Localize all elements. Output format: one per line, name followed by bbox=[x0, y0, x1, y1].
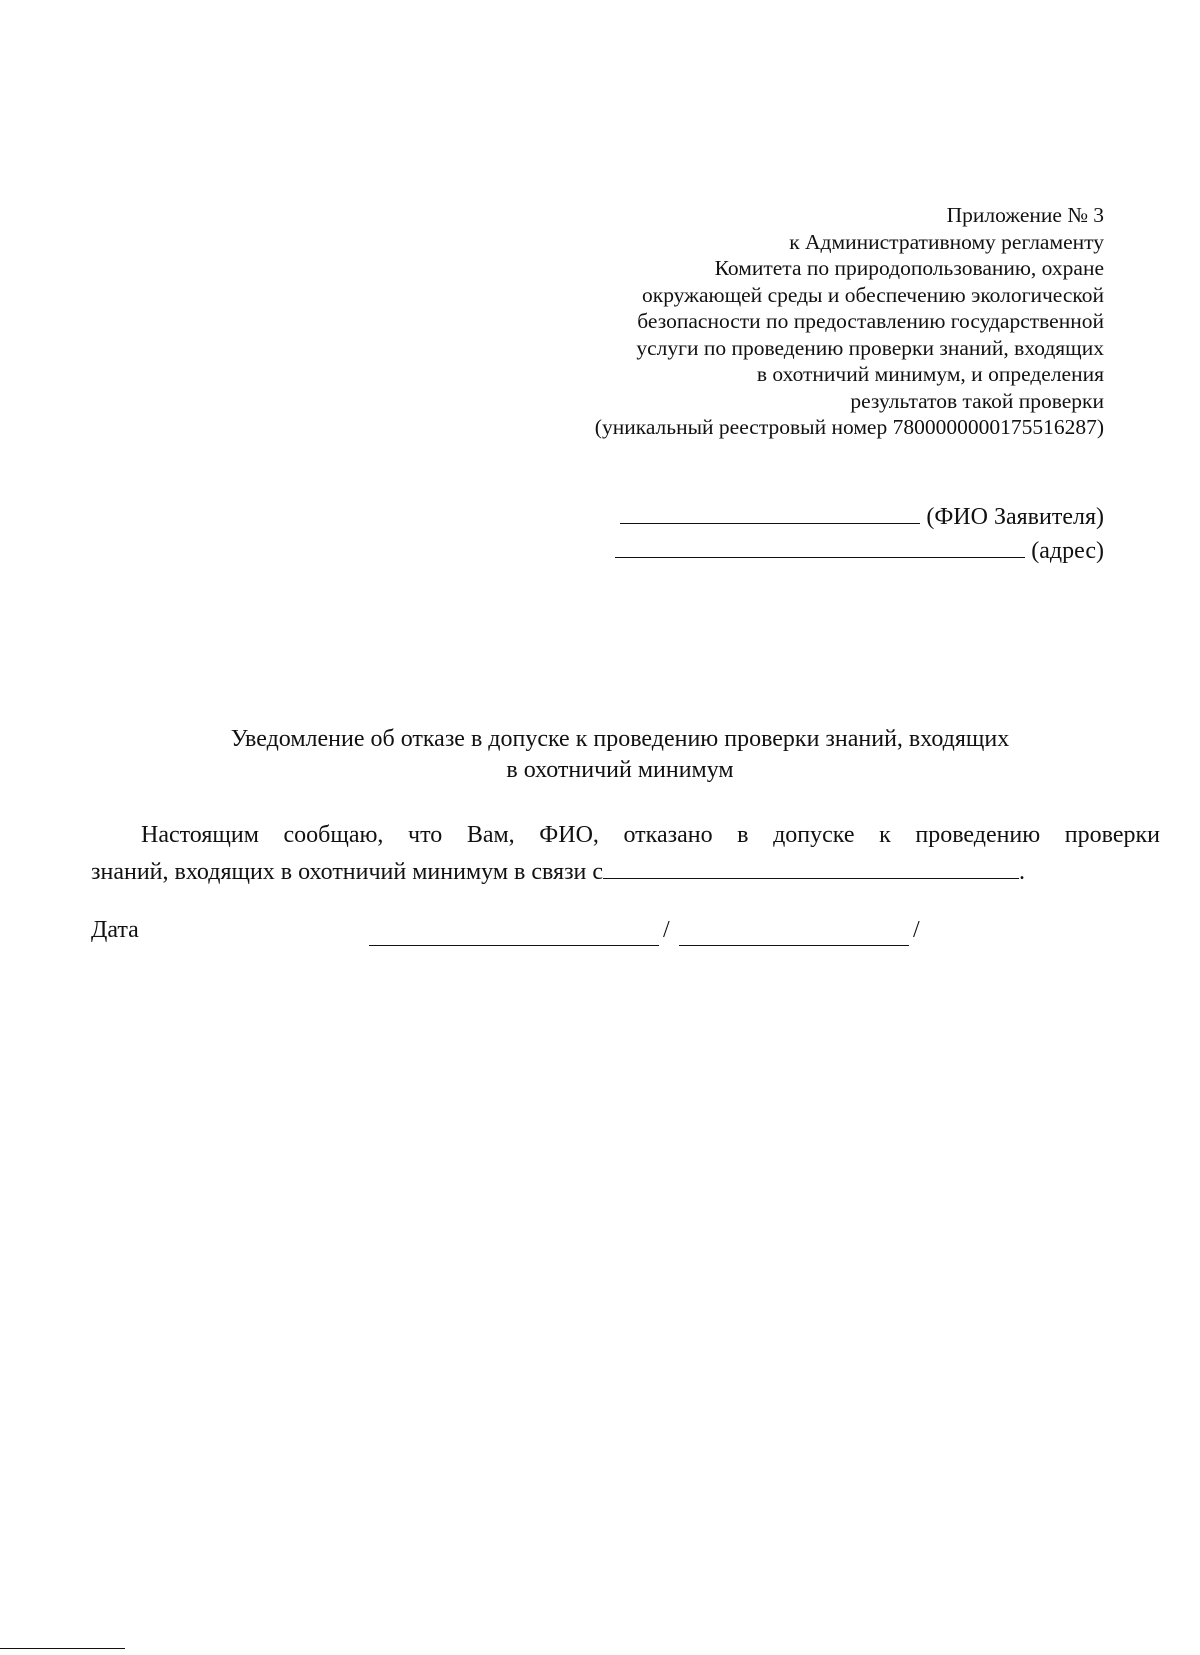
header-line: к Административному регламенту bbox=[789, 229, 1104, 254]
date-label: Дата bbox=[91, 917, 139, 943]
header-line: услуги по проведению проверки знаний, входящих bbox=[636, 335, 1104, 360]
body-paragraph-line bbox=[91, 856, 1160, 886]
signer-name-blank[interactable] bbox=[679, 917, 909, 946]
applicant-name-blank[interactable] bbox=[620, 503, 920, 524]
header-line: (уникальный реестровый номер 7800000000175516287) bbox=[594, 415, 1104, 439]
title-line: Уведомление об отказе в допуске к проведению проверки знаний, входящих bbox=[230, 726, 1010, 752]
header-line: окружающей среды и обеспечению экологической bbox=[642, 282, 1104, 307]
header-line: в охотничий минимум, и определения bbox=[756, 362, 1104, 386]
title-line: в охотничий минимум bbox=[506, 757, 734, 783]
header-line: Приложение № 3 bbox=[946, 203, 1104, 227]
body-text-end: . bbox=[1019, 859, 1026, 885]
reason-blank[interactable] bbox=[603, 856, 1019, 879]
signature-blank[interactable] bbox=[369, 917, 659, 946]
applicant-address-blank[interactable] bbox=[615, 537, 1025, 558]
applicant-address-row bbox=[615, 537, 1104, 565]
header-line: результатов такой проверки bbox=[850, 388, 1104, 413]
separator-slash: / bbox=[663, 917, 670, 943]
applicant-name-label: (ФИО Заявителя) bbox=[926, 504, 1104, 530]
applicant-address-label: (адрес) bbox=[1031, 538, 1104, 564]
footnote-rule bbox=[0, 1648, 125, 1649]
body-paragraph-line bbox=[91, 822, 1160, 849]
signature-row bbox=[91, 917, 920, 944]
appendix-header bbox=[595, 202, 1104, 441]
body-text: Настоящим сообщаю, что Вам, ФИО, отказано в допуске к проведению проверки bbox=[141, 822, 1160, 848]
separator-slash: / bbox=[913, 917, 920, 943]
header-line: безопасности по предоставлению государственной bbox=[637, 309, 1104, 333]
applicant-name-row bbox=[620, 503, 1104, 531]
document-title bbox=[0, 724, 1200, 786]
header-line: Комитета по природопользованию, охране bbox=[714, 256, 1104, 280]
body-text: знаний, входящих в охотничий минимум в связи с bbox=[91, 859, 604, 885]
